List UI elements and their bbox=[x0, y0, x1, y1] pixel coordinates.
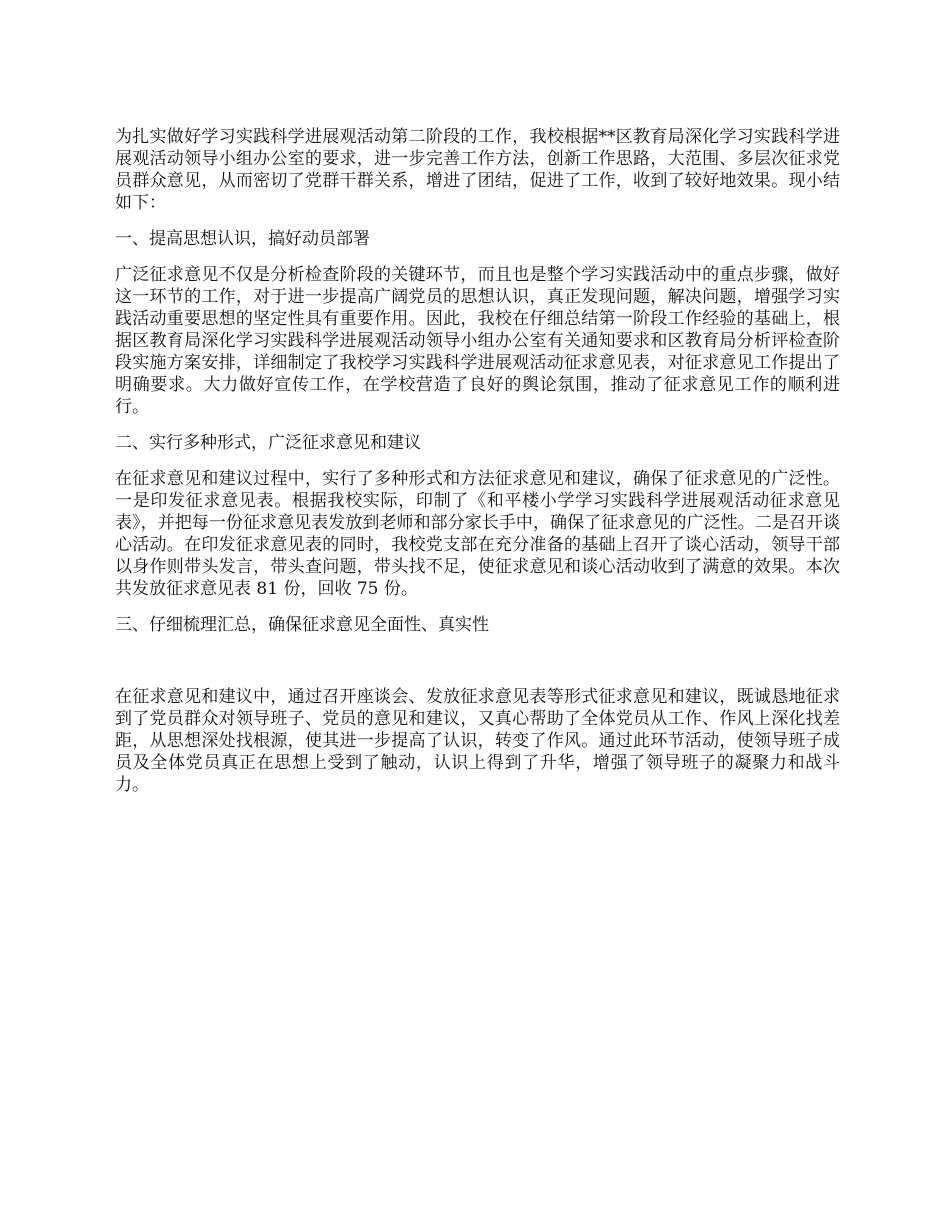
intro-paragraph: 为扎实做好学习实践科学进展观活动第二阶段的工作，我校根据**区教育局深化学习实践科学进展观活动领导小组办公室的要求，进一步完善工作方法，创新工作思路，大范围、多层次征求党员群众意见，从而密切了党群干群关系，增进了团结，促进了工作，收到了较好地效果。现小结如下： bbox=[115, 127, 840, 213]
section-body-3: 在征求意见和建议中，通过召开座谈会、发放征求意见表等形式征求意见和建议，既诚恳地征求到了党员群众对领导班子、党员的意见和建议，又真心帮助了全体党员从工作、作风上深化找差距，从思想深处找根源，使其进一步提高了认识，转变了作风。通过此环节活动，使领导班子成员及全体党员真正在思想上受到了触动，认识上得到了升华，增强了领导班子的凝聚力和战斗力。 bbox=[115, 687, 840, 795]
document-body bbox=[115, 126, 840, 810]
section-heading-3: 三、仔细梳理汇总，确保征求意见全面性、真实性 bbox=[115, 615, 489, 635]
section-heading-1: 一、提高思想认识，搞好动员部署 bbox=[115, 229, 370, 249]
blank-gap bbox=[115, 650, 840, 686]
section-body-2: 在征求意见和建议过程中，实行了多种形式和方法征求意见和建议，确保了征求意见的广泛性。一是印发征求意见表。根据我校实际，印制了《和平楼小学学习实践科学进展观活动征求意见表》，并把每一份征求意见表发放到老师和部分家长手中，确保了征求意见的广泛性。二是召开谈心活动。在印发征求意见表的同时，我校党支部在充分准备的基础上召开了谈心活动，领导干部以身作则带头发言，带头查问题，带头找不足，使征求意见和谈心活动收到了满意的效果。本次共发放征求意见表 81 份，回收 75 份。 bbox=[115, 469, 840, 599]
section-body-1: 广泛征求意见不仅是分析检查阶段的关键环节，而且也是整个学习实践活动中的重点步骤，做好这一环节的工作，对于进一步提高广阔党员的思想认识，真正发现问题，解决问题，增强学习实践活动重要思想的坚定性具有重要作用。因此，我校在仔细总结第一阶段工作经验的基础上，根据区教育局深化学习实践科学进展观活动领导小组办公室有关通知要求和区教育局分析评检查阶段实施方案安排，详细制定了我校学习实践科学进展观活动征求意见表，对征求意见工作提出了明确要求。大力做好宣传工作，在学校营造了良好的舆论氛围，推动了征求意见工作的顺利进行。 bbox=[115, 265, 840, 417]
section-heading-2: 二、实行多种形式，广泛征求意见和建议 bbox=[115, 433, 421, 453]
